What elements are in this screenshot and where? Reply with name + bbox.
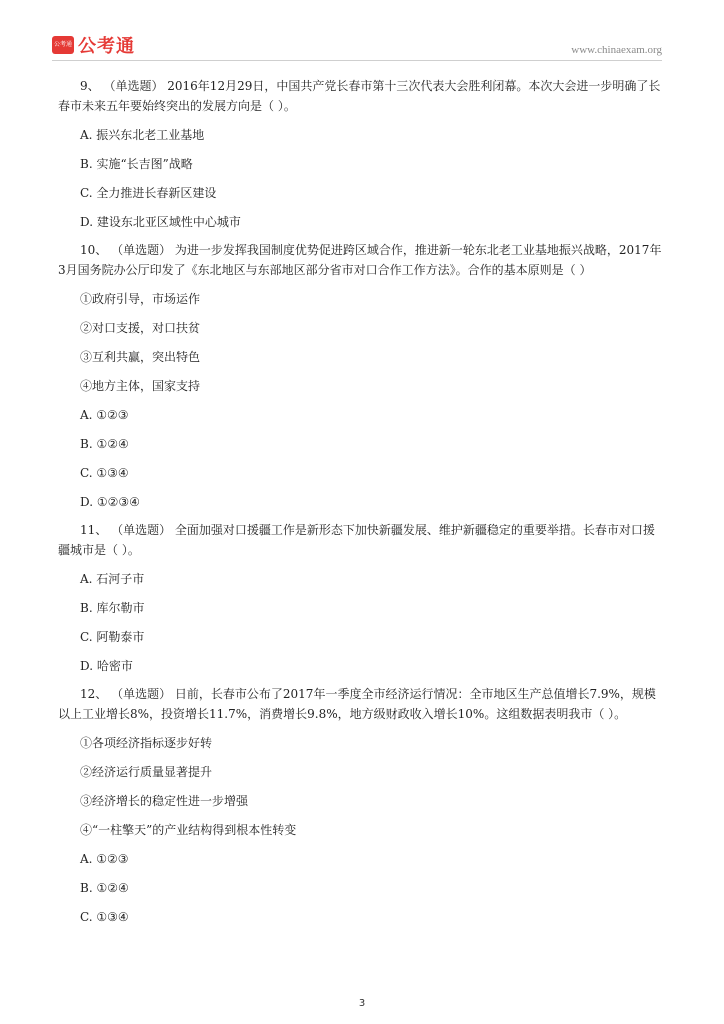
option-10-a: A. ①②③ — [80, 408, 129, 422]
logo-text: 公考通 — [78, 36, 135, 57]
question-list — [58, 76, 662, 927]
statement-12-1: ①各项经济指标逐步好转 — [80, 736, 213, 750]
page-header — [52, 34, 662, 61]
option-11-d: D. 哈密市 — [80, 659, 133, 673]
option-12-c: C. ①③④ — [80, 910, 129, 924]
statement-10-4: ④地方主体，国家支持 — [80, 379, 201, 393]
statement-10-2: ②对口支援，对口扶贫 — [80, 321, 201, 335]
option-12-a: A. ①②③ — [80, 852, 129, 866]
question-stem-11: 11、 （单选题） 全面加强对口援疆工作是新形态下加快新疆发展、维护新疆稳定的重要举措。长春市对口援疆城市是（ ）。 — [58, 523, 655, 557]
statement-12-2: ②经济运行质量显著提升 — [80, 765, 213, 779]
question-stem-9: 9、 （单选题） 2016年12月29日，中国共产党长春市第十三次代表大会胜利闭幕。本次大会进一步明确了长春市未来五年要始终突出的发展方向是（ ）。 — [58, 79, 661, 113]
option-11-a: A. 石河子市 — [80, 572, 145, 586]
site-url: www.chinaexam.org — [571, 44, 662, 56]
statement-10-3: ③互利共赢，突出特色 — [80, 350, 201, 364]
statement-12-4: ④“一柱擎天”的产业结构得到根本性转变 — [80, 823, 297, 837]
option-9-d: D. 建设东北亚区域性中心城市 — [80, 215, 241, 229]
option-9-b: B. 实施“长吉图”战略 — [80, 157, 193, 171]
option-10-c: C. ①③④ — [80, 466, 129, 480]
option-10-b: B. ①②④ — [80, 437, 129, 451]
question-stem-10: 10、 （单选题） 为进一步发挥我国制度优势促进跨区域合作，推进新一轮东北老工业基地振兴战略，2017年3月国务院办公厅印发了《东北地区与东部地区部分省市对口合作工作方法》。合作的基本原则是（ ） — [58, 243, 662, 277]
question-stem-12: 12、 （单选题） 日前，长春市公布了2017年一季度全市经济运行情况：全市地区生产总值增长7.9%，规模以上工业增长8%，投资增长11.7%，消费增长9.8%，地方级财政收入增长10%。这组数据表明我市（ ）。 — [58, 687, 656, 721]
logo — [52, 34, 135, 56]
page-number: 3 — [358, 998, 366, 1009]
option-11-c: C. 阿勒泰市 — [80, 630, 145, 644]
statement-10-1: ①政府引导，市场运作 — [80, 292, 201, 306]
option-12-b: B. ①②④ — [80, 881, 129, 895]
option-9-a: A. 振兴东北老工业基地 — [80, 128, 205, 142]
option-11-b: B. 库尔勒市 — [80, 601, 145, 615]
option-9-c: C. 全力推进长春新区建设 — [80, 186, 217, 200]
statement-12-3: ③经济增长的稳定性进一步增强 — [80, 794, 249, 808]
option-10-d: D. ①②③④ — [80, 495, 140, 509]
logo-badge: 公考通 — [52, 36, 74, 54]
